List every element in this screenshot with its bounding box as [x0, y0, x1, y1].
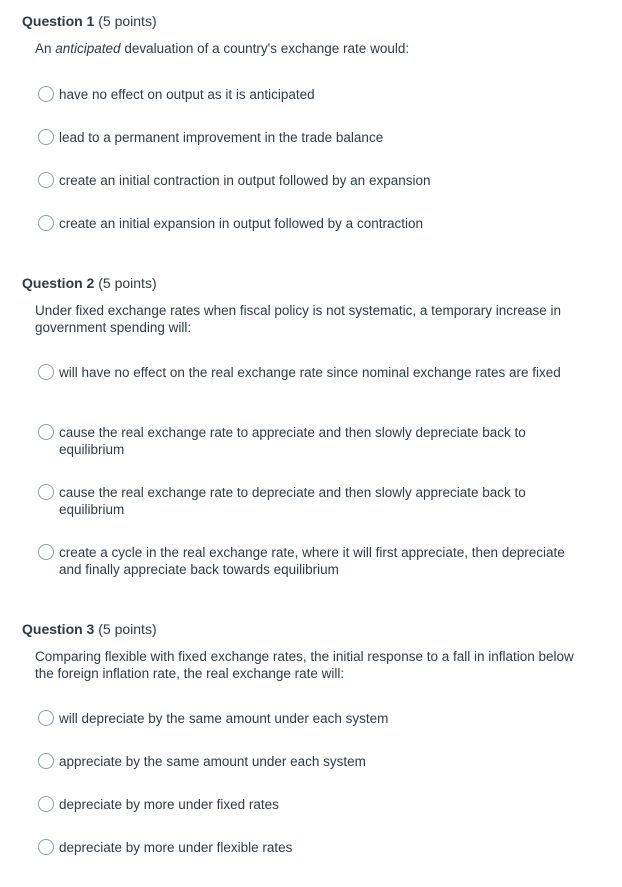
radio-button[interactable] [38, 839, 54, 855]
answer-option-label: will depreciate by the same amount under each system [59, 711, 389, 726]
radio-button[interactable] [38, 424, 54, 440]
answer-option-label: appreciate by the same amount under each system [59, 754, 366, 769]
radio-button[interactable] [38, 484, 54, 500]
answer-option-label: depreciate by more under flexible rates [59, 840, 293, 855]
radio-button[interactable] [38, 86, 54, 102]
radio-button[interactable] [38, 710, 54, 726]
radio-button[interactable] [38, 796, 54, 812]
question-number: Question 1 [22, 13, 95, 29]
question-points: (5 points) [94, 275, 157, 291]
radio-button[interactable] [38, 172, 54, 188]
radio-button[interactable] [38, 753, 54, 769]
question-2-header [22, 274, 157, 292]
answer-option-label: cause the real exchange rate to appreciate and then slowly depreciate back to equilibrium [59, 425, 526, 457]
answer-option-label: create an initial contraction in output followed by an expansion [59, 173, 431, 188]
question-points: (5 points) [94, 13, 157, 29]
radio-button[interactable] [38, 215, 54, 231]
radio-button[interactable] [38, 544, 54, 560]
radio-button[interactable] [38, 129, 54, 145]
answer-option-label: lead to a permanent improvement in the trade balance [59, 130, 384, 145]
answer-option-label: will have no effect on the real exchange rate since nominal exchange rates are fixed [59, 365, 561, 380]
question-number: Question 3 [22, 621, 95, 637]
answer-option-label: cause the real exchange rate to depreciate and then slowly appreciate back to equilibrium [59, 485, 526, 517]
answer-option-label: have no effect on output as it is anticipated [59, 87, 315, 102]
question-2-prompt: Under fixed exchange rates when fiscal policy is not systematic, a temporary increase in government spending will: [35, 303, 561, 335]
prompt-text-emphasis: anticipated [55, 41, 121, 56]
radio-button[interactable] [38, 364, 54, 380]
question-3-header [22, 620, 157, 638]
prompt-text-post: devaluation of a country's exchange rate would: [120, 41, 410, 56]
answer-option-label: create a cycle in the real exchange rate, where it will first appreciate, then depreciate and finally appreciate back towards equilibrium [59, 545, 565, 577]
question-1-header [22, 12, 157, 30]
question-points: (5 points) [94, 621, 157, 637]
answer-option-label: create an initial expansion in output followed by a contraction [59, 216, 423, 231]
question-3-prompt: Comparing flexible with fixed exchange rates, the initial response to a fall in inflation below the foreign inflation rate, the real exchange rate will: [35, 649, 574, 681]
answer-option-label: depreciate by more under fixed rates [59, 797, 279, 812]
question-1-prompt [35, 40, 595, 57]
prompt-text-pre: An [35, 41, 56, 56]
question-number: Question 2 [22, 275, 95, 291]
